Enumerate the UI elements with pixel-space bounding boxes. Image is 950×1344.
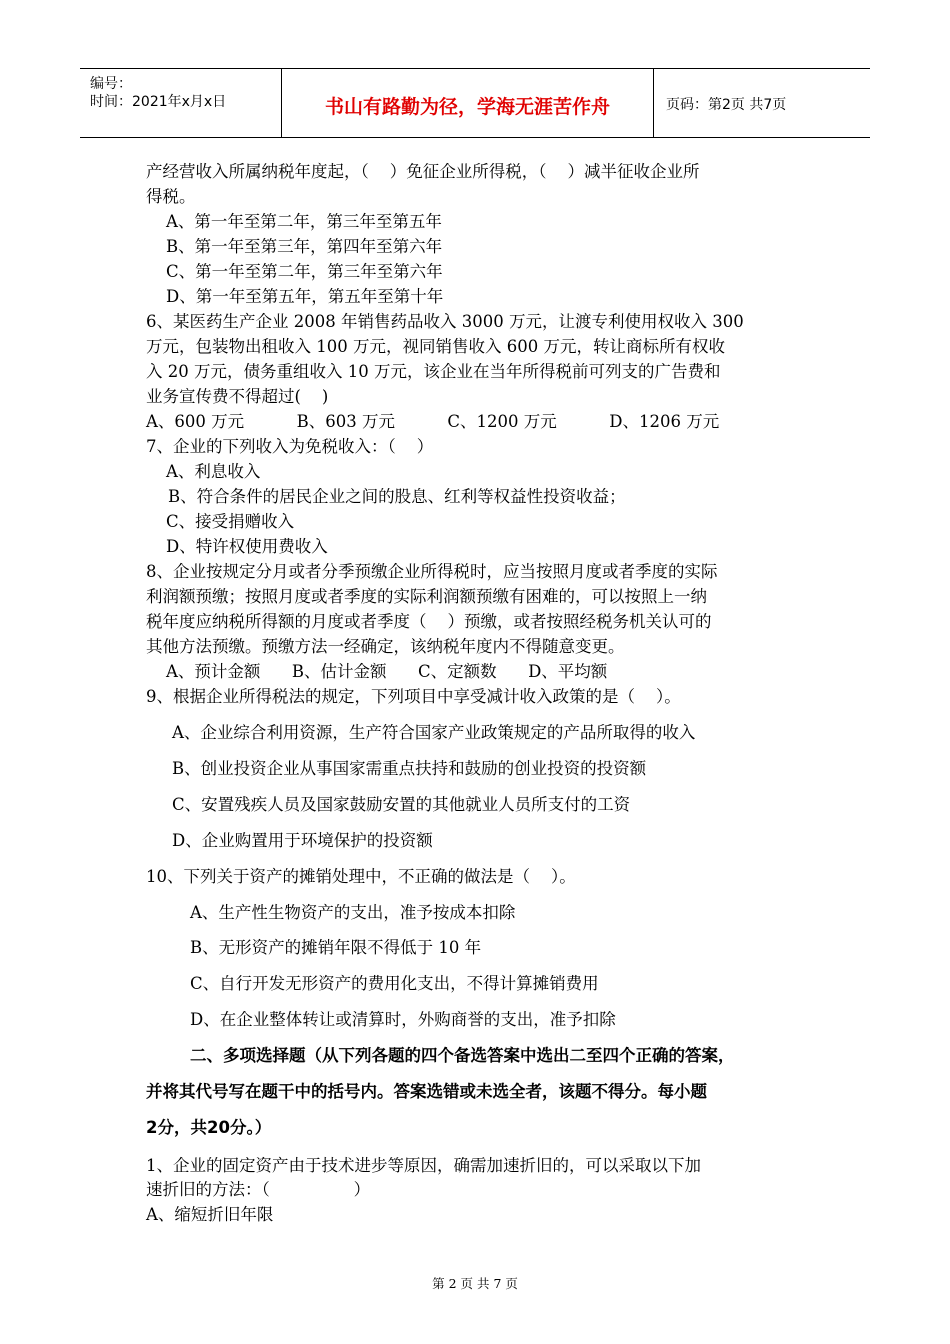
question-line: 7、企业的下列收入为免税收入：（ ）	[146, 437, 434, 456]
question-line: 9、根据企业所得税法的规定，下列项目中享受减计收入政策的是（ ）。	[146, 687, 681, 706]
option-line: D、在企业整体转让或清算时，外购商誉的支出，准予扣除	[190, 1010, 616, 1029]
option-line: B、符合条件的居民企业之间的股息、红利等权益性投资收益；	[168, 487, 626, 506]
option-line: D、第一年至第五年，第五年至第十年	[166, 287, 444, 306]
option-line: D、企业购置用于环境保护的投资额	[172, 831, 433, 850]
option-line: D、特许权使用费收入	[166, 537, 328, 556]
option-line: C、第一年至第二年，第三年至第六年	[166, 262, 443, 281]
document-date-label: 时间：2021年x月x日	[90, 94, 227, 110]
option-line: C、安置残疾人员及国家鼓励安置的其他就业人员所支付的工资	[172, 795, 631, 814]
option-line: C、接受捐赠收入	[166, 512, 295, 531]
text-line: 入 20 万元，债务重组收入 10 万元，该企业在当年所得税前可列支的广告费和	[146, 362, 721, 381]
text-line: 得税。	[146, 187, 196, 206]
option-line: A、利息收入	[166, 462, 261, 481]
question-line: 6、某医药生产企业 2008 年销售药品收入 3000 万元，让渡专利使用权收入 300	[146, 312, 744, 331]
section-heading: 二、多项选择题（从下列各题的四个备选答案中选出二至四个正确的答案，	[190, 1046, 735, 1065]
page-footer: 第 2 页 共 7 页	[432, 1276, 518, 1291]
text-line: 业务宣传费不得超过( )	[146, 387, 329, 406]
option-line: A、缩短折旧年限	[146, 1205, 274, 1224]
text-line: 万元，包装物出租收入 100 万元，视同销售收入 600 万元，转让商标所有权收	[146, 337, 725, 356]
option-line: B、创业投资企业从事国家需重点扶持和鼓励的创业投资的投资额	[172, 759, 647, 778]
text-line: 税年度应纳税所得额的月度或者季度（ ）预缴，或者按照经税务机关认可的	[146, 612, 712, 631]
option-line: A、企业综合利用资源，生产符合国家产业政策规定的产品所取得的收入	[172, 723, 696, 742]
text-line: 速折旧的方法：（ ）	[146, 1180, 371, 1199]
section-heading: 并将其代号写在题干中的括号内。答案选错或未选全者，该题不得分。每小题	[146, 1082, 707, 1101]
question-line: 10、下列关于资产的摊销处理中，不正确的做法是（ ）。	[146, 867, 576, 886]
header-motto-cell	[282, 69, 654, 137]
option-line: A、生产性生物资产的支出，准予按成本扣除	[190, 903, 516, 922]
option-line: A、第一年至第二年，第三年至第五年	[166, 212, 442, 231]
section-heading: 2分，共20分。）	[146, 1118, 272, 1137]
option-line: B、无形资产的摊销年限不得低于 10 年	[190, 938, 482, 957]
text-line: 产经营收入所属纳税年度起，（ ）免征企业所得税，（ ）减半征收企业所	[146, 162, 700, 181]
question-line: 8、企业按规定分月或者分季预缴企业所得税时，应当按照月度或者季度的实际	[146, 562, 718, 581]
header-page-number: 页码：第2页 共7页	[666, 97, 787, 113]
option-line: B、第一年至第三年，第四年至第六年	[166, 237, 443, 256]
option-line: A、600 万元 B、603 万元 C、1200 万元 D、1206 万元	[146, 412, 720, 431]
document-number-label: 编号：	[90, 76, 132, 92]
text-line: 利润额预缴；按照月度或者季度的实际利润额预缴有困难的，可以按照上一纳	[146, 587, 707, 606]
question-line: 1、企业的固定资产由于技术进步等原因，确需加速折旧的，可以采取以下加	[146, 1156, 701, 1175]
option-line: C、自行开发无形资产的费用化支出，不得计算摊销费用	[190, 974, 599, 993]
option-line: A、预计金额 B、估计金额 C、定额数 D、平均额	[166, 662, 608, 681]
page-header	[80, 68, 870, 138]
header-meta-cell	[80, 69, 282, 137]
text-line: 其他方法预缴。预缴方法一经确定，该纳税年度内不得随意变更。	[146, 637, 625, 656]
header-motto: 书山有路勤为径，学海无涯苦作舟	[324, 96, 610, 118]
header-page-cell	[654, 69, 870, 137]
